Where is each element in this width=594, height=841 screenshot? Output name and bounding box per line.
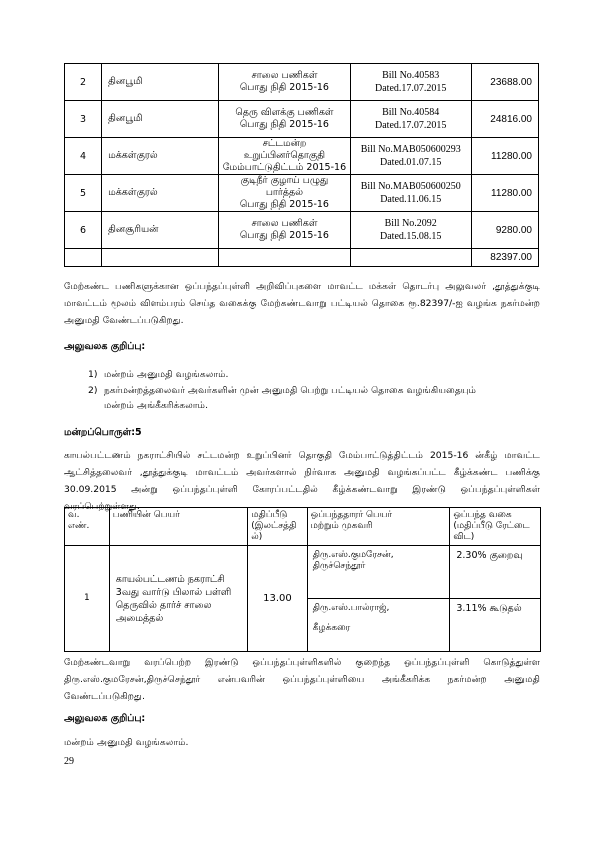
list-item: மன்றம் அனுமதி வழங்கலாம். <box>104 369 229 380</box>
work-name: காயல்பட்டணம் நகராட்சி 3வது வார்டு பிலால் பள்ளி தெருவில் தார்ச் சாலை அமைத்தல் <box>109 546 248 652</box>
bills-table <box>64 63 539 267</box>
column-header: வ. எண். <box>65 508 110 546</box>
office-note-heading: அலுவலக குறிப்பு: <box>64 341 146 352</box>
row-number: 3 <box>65 101 102 138</box>
bill-reference: Bill No.MAB050600293 Dated.01.07.15 <box>350 138 471 175</box>
bill-reference: Bill No.2092 Dated.15.08.15 <box>350 212 471 249</box>
work-description: சாலை பணிகள் பொது நிதி 2015-16 <box>219 212 350 249</box>
list-item-number: 1) <box>88 369 98 380</box>
row-number: 6 <box>65 212 102 249</box>
column-header: பணியின் பெயர் <box>109 508 248 546</box>
table-row <box>65 546 541 599</box>
paragraph-tender-intro: காயல்பட்டணம் நகராட்சியில் சட்டமன்ற உறுப்பினர் தொகுதி மேம்பாட்டுத்திட்டம் 2015-16 ன்கீழ் மாவட்ட ஆட்சித்தலைவர் ,தூத்துக்குடி மாவட்டம் அவர்களால் நிர்வாக அனுமதி வழங்கப்பட்ட கீழ்க்கண்ட பணிக்கு 30.09.2015 அன்று ஒப்பந்தப்புள்ளி கோரப்பட்டதில் கீழ்க்கண்டவாறு இரண்டு ஒப்பந்தப்புள்ளிகள் வரப்பெற்றுள்ளது. <box>64 450 540 512</box>
bill-amount: 11280.00 <box>471 138 538 175</box>
bill-amount: 11280.00 <box>471 175 538 212</box>
row-number: 1 <box>65 546 110 652</box>
list-item: நகர்மன்றத்தலைவர் அவர்களின் முன் அனுமதி பெற்று பட்டியல் தொகை வழங்கியதையும் மன்றம் அங்கீகரிக்கலாம். <box>104 385 477 411</box>
contractor-2: திரு.எஸ்.பால்ராஜ், கீழக்கரை <box>307 599 450 652</box>
page-number: 29 <box>64 756 74 767</box>
tender-table <box>64 507 541 652</box>
contractor-1: திரு.எஸ்.குமரேசன், திருச்செந்தூர் <box>307 546 450 599</box>
work-description: சட்டமன்ற உறுப்பினர்தொகுதி மேம்பாட்டுதிட்டம் 2015-16 <box>219 138 350 175</box>
total-row <box>65 249 539 267</box>
table-row <box>65 101 539 138</box>
paragraph-tender-approval: மேற்கண்டவாறு வரப்பெற்ற இரண்டு ஒப்பந்தப்புள்ளிகளில் குறைந்த ஒப்பந்தப்புள்ளி கொடுத்துள்ள திரு.எஸ்.குமரேசன்,திருச்செந்தூர் என்பவரின் ஒப்பந்தப்புள்ளியை அங்கீகரிக்க நகர்மன்ற அனுமதி வேண்டப்படுகிறது. <box>64 657 540 702</box>
bill-amount: 9280.00 <box>471 212 538 249</box>
row-number: 5 <box>65 175 102 212</box>
contractor-1-rate: 2.30% குறைவு <box>450 546 541 599</box>
table-header-row <box>65 508 541 546</box>
work-description: தெரு விளக்கு பணிகள் பொது நிதி 2015-16 <box>219 101 350 138</box>
bill-amount: 23688.00 <box>471 64 538 101</box>
table-row <box>65 138 539 175</box>
work-description: சாலை பணிகள் பொது நிதி 2015-16 <box>219 64 350 101</box>
table-row <box>65 212 539 249</box>
bill-amount: 24816.00 <box>471 101 538 138</box>
subject-heading: மன்றப்பொருள்:5 <box>64 427 142 438</box>
bill-reference: Bill No.40583 Dated.17.07.2015 <box>350 64 471 101</box>
row-number: 4 <box>65 138 102 175</box>
list-item-number: 2) <box>88 385 98 396</box>
table-row <box>65 64 539 101</box>
newspaper-name: தினபூமி <box>102 101 219 138</box>
newspaper-name: தினசூரியன் <box>102 212 219 249</box>
bill-reference: Bill No.40584 Dated.17.07.2015 <box>350 101 471 138</box>
bill-reference: Bill No.MAB050600250 Dated.11.06.15 <box>350 175 471 212</box>
work-description: குடிநீர் குழாய் பழுது பார்த்தல் பொது நிதி 2015-16 <box>219 175 350 212</box>
office-note-heading: அலுவலக குறிப்பு: <box>64 713 146 724</box>
newspaper-name: மக்கள்குரல் <box>102 138 219 175</box>
column-header: ஒப்பந்த வகை (மதிப்பீடு ரேட்டை விட) <box>450 508 541 546</box>
column-header: ஒப்பந்ததாரர் பெயர் மற்றும் முகவரி <box>307 508 450 546</box>
row-number: 2 <box>65 64 102 101</box>
table-row <box>65 175 539 212</box>
office-note-text: மன்றம் அனுமதி வழங்கலாம். <box>64 737 189 748</box>
column-header: மதிப்பீடு (இலட்சத்தி ல்) <box>248 508 307 546</box>
newspaper-name: மக்கள்குரல் <box>102 175 219 212</box>
paragraph-bill-approval: மேற்கண்ட பணிகளுக்கான ஒப்பந்தப்புள்ளி அறிவிப்புகளை மாவட்ட மக்கள் தொடர்பு அலுவலர் ,தூத்துக்குடி மாவட்டம் மூலம் விளம்பரம் செய்த வகைக்கு மேற்கண்டவாறு பட்டியல் தொகை ரூ.82397/-ஐ வழங்க நகர்மன்ற அனுமதி வேண்டப்படுகிறது. <box>64 281 540 326</box>
newspaper-name: தினபூமி <box>102 64 219 101</box>
contractor-2-rate: 3.11% கூடுதல் <box>450 599 541 652</box>
total-amount: 82397.00 <box>471 249 538 267</box>
estimate-value: 13.00 <box>248 546 307 652</box>
